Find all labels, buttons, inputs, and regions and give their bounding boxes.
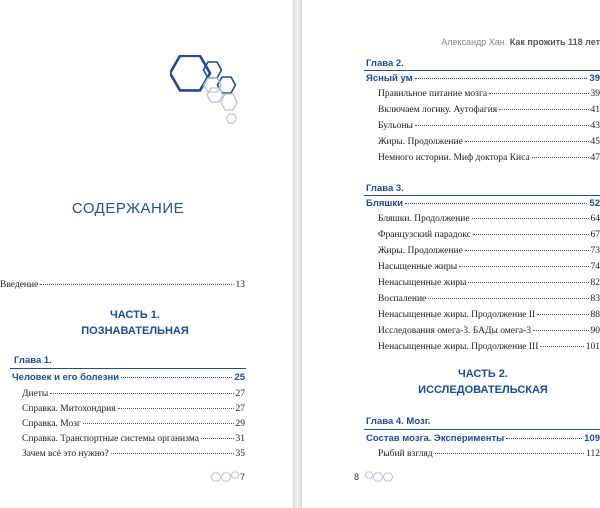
mini-hexagon-icon — [208, 470, 240, 484]
toc-entry[interactable]: Бульоны 43 — [378, 121, 600, 131]
page-number-left: 7 — [240, 472, 246, 482]
toc-title: СОДЕРЖАНИЕ — [71, 200, 185, 217]
right-page — [302, 0, 600, 508]
toc-entry[interactable]: Справка. Транспортные системы организма 31 — [22, 434, 245, 444]
toc-entry[interactable]: Диеты 27 — [22, 389, 245, 399]
toc-entry[interactable]: Включаем логику. Аутофагия 41 — [378, 105, 600, 115]
chapter4-rule — [364, 429, 600, 430]
chapter3-label: Глава 3. — [366, 183, 404, 194]
part1-line2: ПОЗНАВАТЕЛЬНАЯ — [81, 325, 189, 337]
toc-entry[interactable]: Французский парадокс 67 — [378, 230, 600, 240]
header-author: Александр Хан. — [441, 37, 508, 47]
chapter2-rule — [364, 70, 600, 71]
toc-entry-intro[interactable]: Введение 13 — [0, 280, 245, 290]
chapter1-rule — [10, 368, 246, 369]
chapter3-rule — [364, 195, 600, 196]
part2-line2: ИССЛЕДОВАТЕЛЬСКАЯ — [418, 384, 548, 396]
toc-entry[interactable]: Справка. Митохондрия 27 — [22, 404, 245, 414]
header-book-title: Как прожить 118 лет — [509, 37, 600, 47]
running-header — [441, 37, 600, 47]
chapter1-label: Глава 1. — [14, 355, 52, 366]
toc-entry[interactable]: Немного истории. Миф доктора Киса 47 — [378, 153, 600, 163]
left-page — [0, 0, 293, 508]
part1-heading — [30, 307, 240, 339]
toc-entry[interactable]: Жиры. Продолжение 45 — [378, 137, 600, 147]
toc-entry-chapter4[interactable]: Состав мозга. Эксперименты 109 — [366, 433, 600, 444]
part1-line1: ЧАСТЬ 1. — [110, 309, 160, 321]
part2-line1: ЧАСТЬ 2. — [458, 368, 508, 380]
book-gutter — [293, 0, 302, 508]
toc-entry[interactable]: Ненасыщенные жиры 82 — [378, 278, 600, 288]
toc-entry[interactable]: Рыбий взгляд 112 — [378, 449, 600, 459]
toc-entry[interactable]: Исследования омега-3. БАДы омега-3 90 — [378, 326, 600, 336]
toc-entry[interactable]: Жиры. Продолжение 73 — [378, 246, 600, 256]
hexagon-cluster-icon — [170, 55, 250, 130]
toc-entry[interactable]: Ненасыщенные жиры. Продолжение III 101 — [378, 342, 600, 352]
toc-entry-chapter2[interactable]: Ясный ум 39 — [366, 73, 600, 84]
toc-entry[interactable]: Ненасыщенные жиры. Продолжение II 88 — [378, 310, 600, 320]
chapter4-label: Глава 4. Мозг. — [366, 416, 431, 427]
toc-entry[interactable]: Бляшки. Продолжение 64 — [378, 214, 600, 224]
toc-entry-chapter3[interactable]: Бляшки 52 — [366, 198, 600, 209]
toc-entry[interactable]: Зачем всё это нужно? 35 — [22, 449, 245, 459]
toc-entry[interactable]: Насыщенные жиры 74 — [378, 262, 600, 272]
toc-entry[interactable]: Справка. Мозг 29 — [22, 419, 245, 429]
page-number-right: 8 — [354, 472, 360, 482]
toc-entry-chapter1[interactable]: Человек и его болезни 25 — [12, 372, 245, 383]
toc-entry[interactable]: Воспаление 83 — [378, 294, 600, 304]
part2-heading — [366, 366, 600, 398]
toc-entry[interactable]: Правильное питание мозга 39 — [378, 89, 600, 99]
chapter2-label: Глава 2. — [366, 58, 404, 69]
mini-hexagon-icon — [364, 470, 396, 484]
